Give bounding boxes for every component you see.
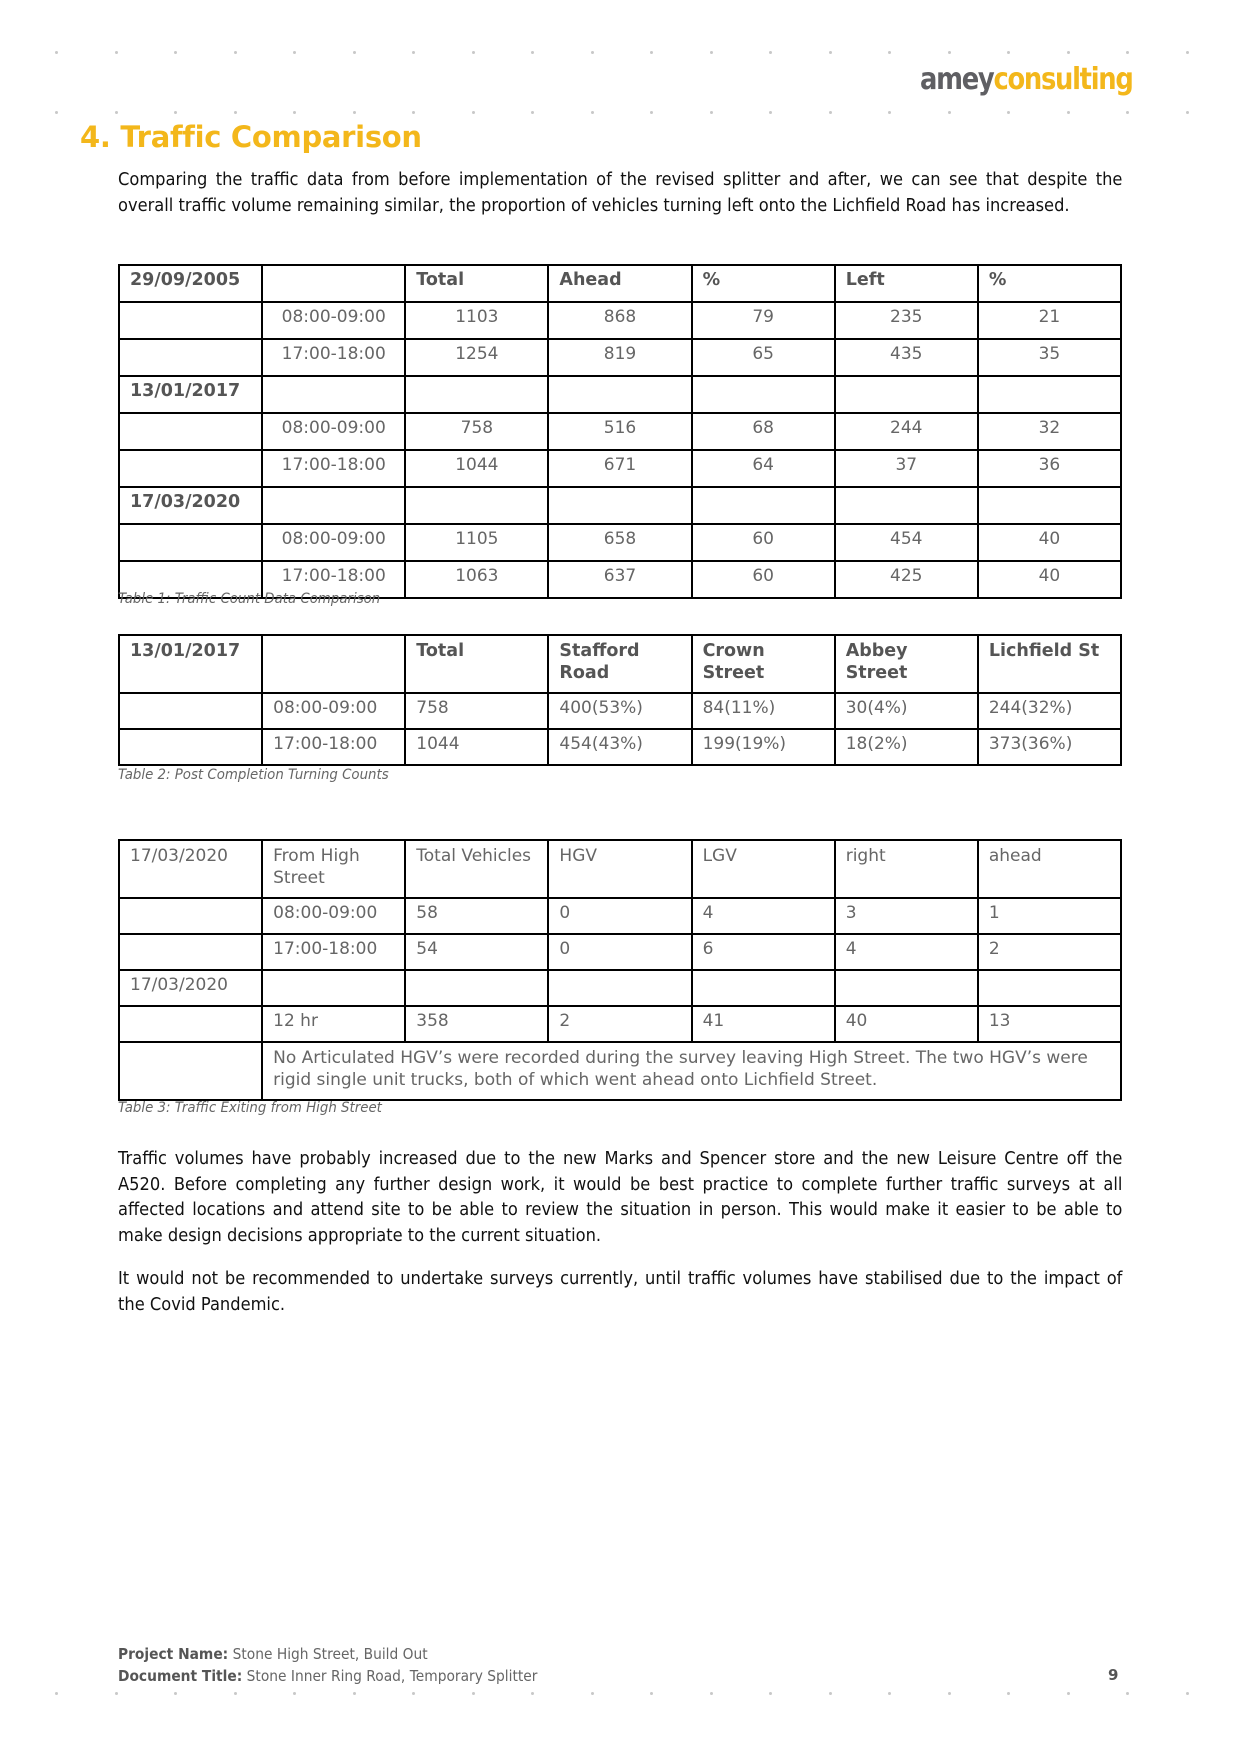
period-cell: 08:00-09:00 (262, 898, 405, 934)
date-cell (119, 693, 262, 729)
period-cell: 08:00-09:00 (262, 693, 405, 729)
header-cell: Left (835, 265, 978, 302)
header-cell: % (978, 265, 1121, 302)
decorative-dot (293, 111, 296, 114)
hgv-note-cell: No Articulated HGV’s were recorded during the survey leaving High Street. The two HGV’s were rigid single unit trucks, both of which went ahead onto Lichfield Street. (262, 1042, 1121, 1100)
value-cell: 21 (978, 302, 1121, 339)
table-row (119, 898, 1121, 934)
decorative-dot (1007, 51, 1010, 54)
decorative-dot (829, 51, 832, 54)
date-cell (119, 898, 262, 934)
value-cell (835, 487, 978, 524)
table-row (119, 970, 1121, 1006)
table1-caption: Table 1: Traffic Count Data Comparison (118, 591, 381, 607)
value-cell: 65 (692, 339, 835, 376)
page-number: 9 (1108, 1666, 1119, 1684)
header-cell: ahead (978, 840, 1121, 898)
date-cell (119, 524, 262, 561)
amey-consulting-logo (920, 62, 1133, 97)
value-cell: 1103 (405, 302, 548, 339)
date-cell: 17/03/2020 (119, 970, 262, 1006)
decorative-dot (769, 111, 772, 114)
decorative-dot (829, 1692, 832, 1695)
date-cell (119, 302, 262, 339)
decorative-dot (710, 51, 713, 54)
decorative-dot (591, 1692, 594, 1695)
table-header-row (119, 840, 1121, 898)
table3-caption: Table 3: Traffic Exiting from High Street (118, 1100, 382, 1116)
decorative-dot (650, 111, 653, 114)
header-cell: Total (405, 635, 548, 693)
traffic-count-comparison-table (118, 264, 1122, 599)
decorative-dot (591, 51, 594, 54)
decorative-dot (293, 1692, 296, 1695)
intro-paragraph: Comparing the traffic data from before implementation of the revised splitter and after, we can see that despite the overall traffic volume remaining similar, the proportion of vehicles turning left onto the Lichfield Road has increased. (118, 170, 1123, 216)
table-row (119, 693, 1121, 729)
value-cell: 516 (548, 413, 691, 450)
value-cell: 58 (405, 898, 548, 934)
date-cell (119, 450, 262, 487)
decorative-dot (710, 1692, 713, 1695)
value-cell: 400(53%) (548, 693, 691, 729)
value-cell: 32 (978, 413, 1121, 450)
period-cell (262, 376, 405, 413)
value-cell: 6 (692, 934, 835, 970)
header-cell: Abbey Street (835, 635, 978, 693)
decorative-dot (353, 51, 356, 54)
value-cell (405, 970, 548, 1006)
value-cell: 199(19%) (692, 729, 835, 765)
section-heading: 4. Traffic Comparison (80, 120, 422, 154)
body-paragraph-volumes: Traffic volumes have probably increased due to the new Marks and Spencer store and the new Leisure Centre off the A520. Before completing any further design work, it would be best practice to complete further traffic surveys at all affected locations and attend site to be able to review the situation in person. This would make it easier to be able to make design decisions appropriate to the current situation. (118, 1149, 1123, 1246)
decorative-dot (1186, 1692, 1189, 1695)
period-cell: 17:00-18:00 (262, 934, 405, 970)
value-cell (692, 376, 835, 413)
decorative-dot (948, 111, 951, 114)
header-cell (262, 635, 405, 693)
period-cell: 12 hr (262, 1006, 405, 1042)
footer-doc-label: Document Title: (118, 1667, 243, 1685)
decorative-dot (293, 51, 296, 54)
decorative-dot (531, 51, 534, 54)
empty-cell (119, 1042, 262, 1100)
header-cell: % (692, 265, 835, 302)
decorative-dot (1067, 1692, 1070, 1695)
value-cell: 60 (692, 524, 835, 561)
decorative-dot (234, 1692, 237, 1695)
value-cell: 40 (835, 1006, 978, 1042)
table-note-row (119, 1042, 1121, 1100)
value-cell (692, 970, 835, 1006)
value-cell: 60 (692, 561, 835, 598)
date-cell (119, 729, 262, 765)
decorative-dot (710, 111, 713, 114)
value-cell: 244(32%) (978, 693, 1121, 729)
value-cell (548, 487, 691, 524)
decorative-dot (1186, 111, 1189, 114)
date-cell (119, 1006, 262, 1042)
header-cell: Lichfield St (978, 635, 1121, 693)
decorative-dot (472, 51, 475, 54)
table-row (119, 450, 1121, 487)
value-cell: 1105 (405, 524, 548, 561)
decorative-dot (174, 1692, 177, 1695)
decorative-dot (115, 51, 118, 54)
table-row (119, 302, 1121, 339)
table-row (119, 934, 1121, 970)
footer-project-name (118, 1645, 428, 1663)
header-cell: Stafford Road (548, 635, 691, 693)
value-cell (548, 376, 691, 413)
value-cell: 1063 (405, 561, 548, 598)
footer-doc-value: Stone Inner Ring Road, Temporary Splitter (242, 1667, 538, 1685)
decorative-dot (234, 51, 237, 54)
decorative-dot-row-top (0, 51, 1240, 55)
date-cell: 13/01/2017 (119, 376, 262, 413)
date-cell (119, 934, 262, 970)
value-cell: 637 (548, 561, 691, 598)
decorative-dot (1067, 51, 1070, 54)
decorative-dot (769, 51, 772, 54)
decorative-dot (115, 111, 118, 114)
header-cell: 29/09/2005 (119, 265, 262, 302)
value-cell: 758 (405, 693, 548, 729)
value-cell: 435 (835, 339, 978, 376)
value-cell (978, 487, 1121, 524)
value-cell: 40 (978, 524, 1121, 561)
decorative-dot (472, 111, 475, 114)
header-cell: From High Street (262, 840, 405, 898)
value-cell: 868 (548, 302, 691, 339)
value-cell: 1 (978, 898, 1121, 934)
decorative-dot (353, 111, 356, 114)
footer-project-label: Project Name: (118, 1645, 229, 1663)
body-paragraph-covid: It would not be recommended to undertake surveys currently, until traffic volumes have stabilised due to the impact of the Covid Pandemic. (118, 1269, 1123, 1315)
logo-consulting: consulting (993, 62, 1133, 97)
value-cell: 35 (978, 339, 1121, 376)
period-cell: 17:00-18:00 (262, 729, 405, 765)
decorative-dot (650, 51, 653, 54)
value-cell: 4 (835, 934, 978, 970)
value-cell: 454(43%) (548, 729, 691, 765)
decorative-dot (115, 1692, 118, 1695)
value-cell: 40 (978, 561, 1121, 598)
decorative-dot (888, 1692, 891, 1695)
value-cell: 235 (835, 302, 978, 339)
table-header-row (119, 635, 1121, 693)
header-cell: 17/03/2020 (119, 840, 262, 898)
header-cell: right (835, 840, 978, 898)
decorative-dot (531, 111, 534, 114)
table-row (119, 487, 1121, 524)
header-cell: Total Vehicles (405, 840, 548, 898)
header-cell: Crown Street (692, 635, 835, 693)
value-cell (548, 970, 691, 1006)
value-cell (405, 376, 548, 413)
table-row (119, 524, 1121, 561)
value-cell: 454 (835, 524, 978, 561)
value-cell: 758 (405, 413, 548, 450)
decorative-dot (412, 1692, 415, 1695)
decorative-dot (1067, 111, 1070, 114)
high-street-exit-table (118, 839, 1122, 1101)
decorative-dot (888, 111, 891, 114)
value-cell: 54 (405, 934, 548, 970)
value-cell: 79 (692, 302, 835, 339)
date-cell: 17/03/2020 (119, 487, 262, 524)
value-cell: 30(4%) (835, 693, 978, 729)
decorative-dot (412, 111, 415, 114)
turning-counts-table (118, 634, 1122, 766)
value-cell: 36 (978, 450, 1121, 487)
value-cell: 244 (835, 413, 978, 450)
header-cell: HGV (548, 840, 691, 898)
table-row (119, 339, 1121, 376)
value-cell: 425 (835, 561, 978, 598)
decorative-dot (829, 111, 832, 114)
value-cell (405, 487, 548, 524)
header-cell: Total (405, 265, 548, 302)
value-cell: 37 (835, 450, 978, 487)
header-cell: LGV (692, 840, 835, 898)
logo-amey: amey (920, 62, 994, 97)
date-cell (119, 413, 262, 450)
period-cell: 17:00-18:00 (262, 339, 405, 376)
decorative-dot (1007, 1692, 1010, 1695)
date-cell (119, 339, 262, 376)
period-cell (262, 487, 405, 524)
value-cell (835, 970, 978, 1006)
decorative-dot (650, 1692, 653, 1695)
value-cell: 3 (835, 898, 978, 934)
table2-caption: Table 2: Post Completion Turning Counts (118, 767, 389, 783)
value-cell: 68 (692, 413, 835, 450)
value-cell: 84(11%) (692, 693, 835, 729)
table-row (119, 729, 1121, 765)
decorative-dot (948, 51, 951, 54)
value-cell: 373(36%) (978, 729, 1121, 765)
value-cell (978, 970, 1121, 1006)
decorative-dot (948, 1692, 951, 1695)
decorative-dot (234, 111, 237, 114)
value-cell: 0 (548, 934, 691, 970)
value-cell: 658 (548, 524, 691, 561)
decorative-dot-row-footer (0, 1692, 1240, 1696)
decorative-dot (531, 1692, 534, 1695)
value-cell: 4 (692, 898, 835, 934)
period-cell (262, 970, 405, 1006)
period-cell: 08:00-09:00 (262, 302, 405, 339)
value-cell: 1044 (405, 729, 548, 765)
decorative-dot (1126, 1692, 1129, 1695)
decorative-dot (55, 111, 58, 114)
value-cell: 0 (548, 898, 691, 934)
period-cell: 08:00-09:00 (262, 413, 405, 450)
decorative-dot (1186, 51, 1189, 54)
decorative-dot (412, 51, 415, 54)
decorative-dot (55, 51, 58, 54)
value-cell: 671 (548, 450, 691, 487)
decorative-dot (1007, 111, 1010, 114)
footer-project-value: Stone High Street, Build Out (228, 1645, 428, 1663)
decorative-dot (174, 111, 177, 114)
value-cell: 1254 (405, 339, 548, 376)
value-cell: 18(2%) (835, 729, 978, 765)
value-cell: 41 (692, 1006, 835, 1042)
table-row (119, 1006, 1121, 1042)
period-cell: 08:00-09:00 (262, 524, 405, 561)
decorative-dot (55, 1692, 58, 1695)
header-cell: 13/01/2017 (119, 635, 262, 693)
value-cell (978, 376, 1121, 413)
header-cell (262, 265, 405, 302)
value-cell: 2 (978, 934, 1121, 970)
table-row (119, 376, 1121, 413)
decorative-dot (353, 1692, 356, 1695)
decorative-dot (591, 111, 594, 114)
table-row (119, 413, 1121, 450)
value-cell: 2 (548, 1006, 691, 1042)
period-cell: 17:00-18:00 (262, 561, 405, 598)
value-cell: 13 (978, 1006, 1121, 1042)
footer-document-title (118, 1667, 537, 1685)
value-cell (835, 376, 978, 413)
value-cell: 819 (548, 339, 691, 376)
value-cell: 64 (692, 450, 835, 487)
value-cell: 1044 (405, 450, 548, 487)
decorative-dot (888, 51, 891, 54)
value-cell: 358 (405, 1006, 548, 1042)
decorative-dot (769, 1692, 772, 1695)
period-cell: 17:00-18:00 (262, 450, 405, 487)
decorative-dot (174, 51, 177, 54)
decorative-dot-row-header (0, 111, 1240, 115)
table-header-row (119, 265, 1121, 302)
decorative-dot (1126, 51, 1129, 54)
decorative-dot (1126, 111, 1129, 114)
decorative-dot (472, 1692, 475, 1695)
header-cell: Ahead (548, 265, 691, 302)
value-cell (692, 487, 835, 524)
